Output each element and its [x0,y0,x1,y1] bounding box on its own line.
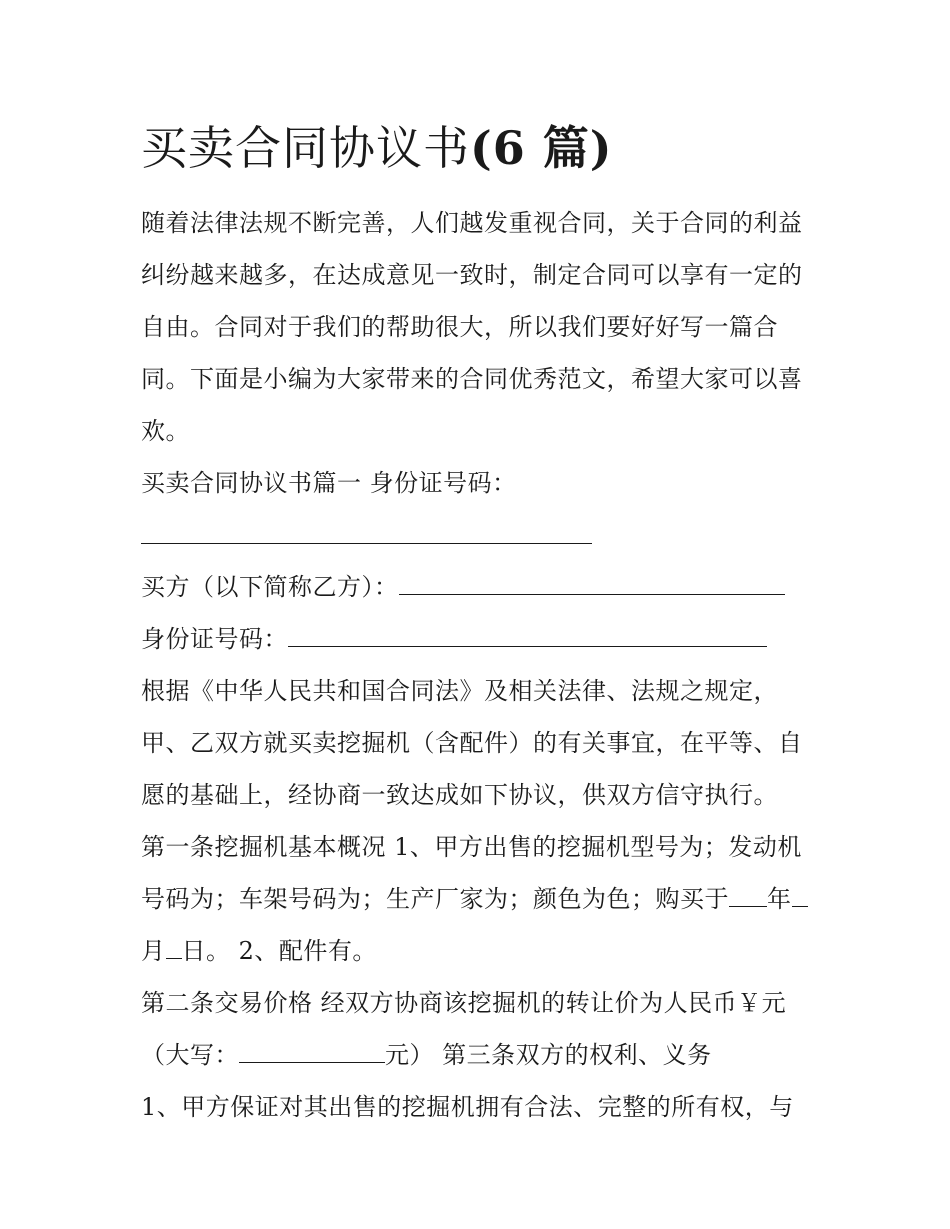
buyer-label: 买方（以下简称乙方）： [141,573,399,601]
title-main: 买卖合同协议书 [141,121,470,175]
article2-paragraph [141,977,821,1081]
basis-paragraph: 根据《中华人民共和国合同法》及相关法律、法规之规定，甲、乙双方就买卖挖掘机（含配件）的有关事宜，在平等、自愿的基础上，经协商一致达成如下协议，供双方信守执行。 [141,677,803,809]
article2-rest: 元） 第三条双方的权利、义务 [385,1041,712,1069]
day-blank [166,957,182,959]
year-char: 年 [767,885,792,913]
buyer-line [141,561,821,613]
buyer-id-line [141,613,821,665]
day-rest: 日。 2、配件有。 [181,937,377,965]
intro-paragraph: 随着法律法规不断完善，人们越发重视合同，关于合同的利益纠纷越来越多，在达成意见一致时，制定合同可以享有一定的自由。合同对于我们的帮助很大，所以我们要好好写一篇合同。下面是小编为大家带来的合同优秀范文，希望大家可以喜欢。 [141,209,803,445]
section1-heading: 买卖合同协议书篇一 身份证号码： [141,469,517,497]
buyer-blank [399,593,785,595]
article1-paragraph [141,821,821,977]
article2-text: 第二条交易价格 经双方协商该挖掘机的转让价为人民币￥元（大写： [141,989,787,1069]
buyer-id-blank [288,645,767,647]
id-label: 身份证号码： [141,625,288,653]
document-title [141,116,613,180]
document-body [141,197,821,1133]
month-blank [792,905,808,907]
title-suffix: (6 篇) [470,121,613,175]
year-blank [729,905,767,907]
seller-id-blank [141,542,592,544]
amount-words-blank [239,1061,385,1063]
month-char: 月 [141,937,166,965]
article3-item1: 1、甲方保证对其出售的挖掘机拥有合法、完整的所有权，与 [141,1093,794,1121]
article1-text: 第一条挖掘机基本概况 1、甲方出售的挖掘机型号为；发动机号码为；车架号码为；生产厂家为；颜色为色；购买于 [141,833,802,913]
seller-id-blank-line [141,509,821,561]
